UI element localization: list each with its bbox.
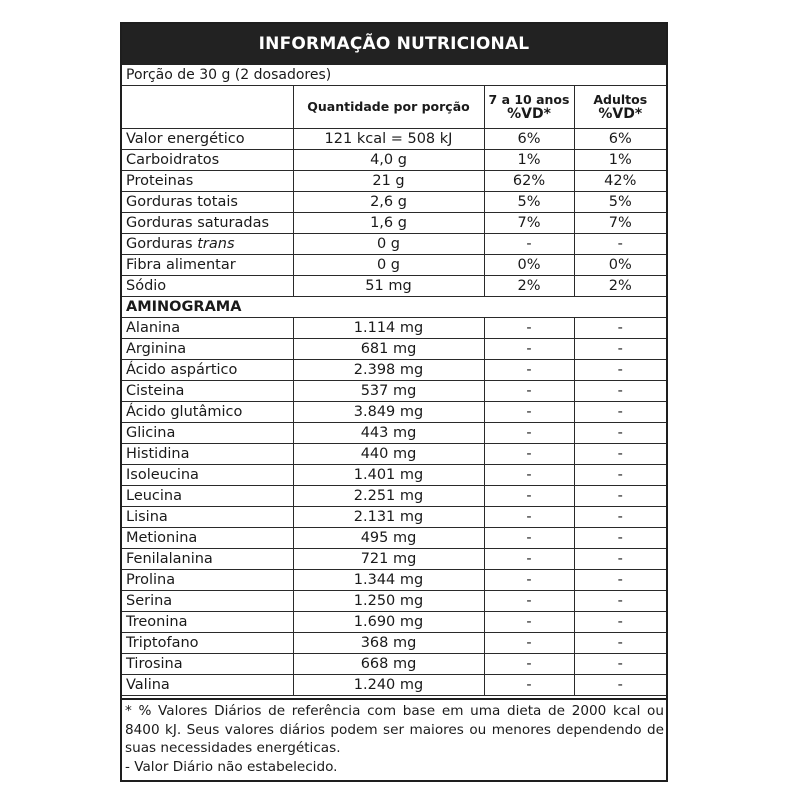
amino-acid-quantity: 440 mg: [293, 444, 484, 465]
nutrient-vd-adults: 5%: [574, 192, 666, 213]
amino-acid-vd-kids: -: [484, 402, 574, 423]
amino-acid-vd-kids: -: [484, 465, 574, 486]
nutrient-vd-kids: -: [484, 234, 574, 255]
table-row: [122, 171, 666, 192]
nutrient-vd-adults: 42%: [574, 171, 666, 192]
table-row: [122, 612, 666, 633]
amino-acid-name: Arginina: [122, 339, 293, 360]
table-row: [122, 318, 666, 339]
nutrient-name: Fibra alimentar: [122, 255, 293, 276]
nutrient-quantity: 51 mg: [293, 276, 484, 297]
amino-acid-name: Treonina: [122, 612, 293, 633]
nutrient-name: Proteinas: [122, 171, 293, 192]
table-row: [122, 255, 666, 276]
table-row: [122, 213, 666, 234]
table-row: [122, 276, 666, 297]
nutrient-quantity: 2,6 g: [293, 192, 484, 213]
nutrient-name: Gorduras saturadas: [122, 213, 293, 234]
nutrient-name: Carboidratos: [122, 150, 293, 171]
amino-acid-name: Cisteina: [122, 381, 293, 402]
nutrient-vd-kids: 5%: [484, 192, 574, 213]
amino-acid-quantity: 1.401 mg: [293, 465, 484, 486]
adults-label: Adultos: [593, 92, 648, 107]
amino-acid-quantity: 1.114 mg: [293, 318, 484, 339]
table-row: [122, 528, 666, 549]
amino-acid-vd-kids: -: [484, 612, 574, 633]
nutrient-quantity: 121 kcal = 508 kJ: [293, 129, 484, 150]
amino-acid-quantity: 537 mg: [293, 381, 484, 402]
amino-acid-quantity: 368 mg: [293, 633, 484, 654]
amino-acid-name: Prolina: [122, 570, 293, 591]
nutrient-name: Valor energético: [122, 129, 293, 150]
column-header-row: [122, 86, 666, 129]
table-row: [122, 675, 666, 696]
amino-acid-quantity: 1.240 mg: [293, 675, 484, 696]
nutrient-vd-kids: 62%: [484, 171, 574, 192]
nutrient-name: [122, 234, 293, 255]
amino-acid-vd-adults: -: [574, 486, 666, 507]
table-row: [122, 339, 666, 360]
amino-acid-quantity: 443 mg: [293, 423, 484, 444]
amino-acid-name: Metionina: [122, 528, 293, 549]
nutrient-vd-adults: 1%: [574, 150, 666, 171]
amino-acid-name: Histidina: [122, 444, 293, 465]
amino-acid-vd-kids: -: [484, 507, 574, 528]
amino-acid-vd-kids: -: [484, 339, 574, 360]
column-header-quantity: Quantidade por porção: [293, 86, 484, 129]
table-row: [122, 444, 666, 465]
kids-age-label: 7 a 10 anos: [488, 92, 570, 107]
adults-vd-label: %VD*: [598, 106, 643, 122]
table-row: [122, 192, 666, 213]
table-row: [122, 129, 666, 150]
table-row: [122, 402, 666, 423]
nutrition-table: [122, 86, 666, 696]
amino-acid-quantity: 721 mg: [293, 549, 484, 570]
amino-acid-quantity: 681 mg: [293, 339, 484, 360]
amino-acid-quantity: 495 mg: [293, 528, 484, 549]
amino-acid-vd-adults: -: [574, 444, 666, 465]
nutrient-name-italic: trans: [197, 235, 235, 252]
nutrient-name-text: Gorduras: [126, 235, 193, 252]
footnote-vd-not-established: - Valor Diário não estabelecido.: [125, 758, 338, 775]
nutrient-vd-adults: 6%: [574, 129, 666, 150]
portion-size: Porção de 30 g (2 dosadores): [122, 65, 666, 86]
amino-acid-vd-adults: -: [574, 549, 666, 570]
amino-acid-name: Ácido aspártico: [122, 360, 293, 381]
amino-acid-quantity: 2.398 mg: [293, 360, 484, 381]
table-row: [122, 381, 666, 402]
nutrient-name: Sódio: [122, 276, 293, 297]
nutrient-vd-adults: 2%: [574, 276, 666, 297]
amino-acid-vd-kids: -: [484, 591, 574, 612]
table-row: [122, 549, 666, 570]
column-header-kids: [484, 86, 574, 129]
nutrient-vd-adults: -: [574, 234, 666, 255]
amino-acid-name: Serina: [122, 591, 293, 612]
table-row: [122, 591, 666, 612]
amino-acid-vd-adults: -: [574, 423, 666, 444]
nutrient-quantity: 21 g: [293, 171, 484, 192]
amino-acid-vd-adults: -: [574, 654, 666, 675]
amino-acid-vd-adults: -: [574, 465, 666, 486]
amino-acid-vd-kids: -: [484, 423, 574, 444]
table-row: [122, 465, 666, 486]
aminogram-label: AMINOGRAMA: [122, 297, 666, 318]
amino-acid-vd-kids: -: [484, 654, 574, 675]
amino-acid-vd-adults: -: [574, 591, 666, 612]
amino-acid-vd-adults: -: [574, 381, 666, 402]
nutrient-quantity: 0 g: [293, 255, 484, 276]
nutrient-quantity: 4,0 g: [293, 150, 484, 171]
amino-acid-vd-adults: -: [574, 360, 666, 381]
table-row: [122, 423, 666, 444]
amino-acid-quantity: 1.250 mg: [293, 591, 484, 612]
nutrient-vd-adults: 7%: [574, 213, 666, 234]
amino-acid-vd-kids: -: [484, 381, 574, 402]
amino-acid-vd-adults: -: [574, 675, 666, 696]
table-row: [122, 234, 666, 255]
amino-acid-name: Triptofano: [122, 633, 293, 654]
amino-acid-vd-adults: -: [574, 402, 666, 423]
nutrient-name: Gorduras totais: [122, 192, 293, 213]
amino-acid-name: Isoleucina: [122, 465, 293, 486]
amino-acid-quantity: 668 mg: [293, 654, 484, 675]
table-row: [122, 570, 666, 591]
table-row: [122, 654, 666, 675]
kids-vd-label: %VD*: [507, 106, 551, 122]
table-row: [122, 150, 666, 171]
amino-acid-vd-kids: -: [484, 633, 574, 654]
amino-acid-vd-kids: -: [484, 360, 574, 381]
nutrition-facts-panel: [120, 22, 668, 782]
table-row: [122, 486, 666, 507]
nutrient-quantity: 1,6 g: [293, 213, 484, 234]
amino-acid-vd-adults: -: [574, 339, 666, 360]
amino-acid-vd-adults: -: [574, 612, 666, 633]
amino-acid-vd-adults: -: [574, 633, 666, 654]
amino-acid-vd-adults: -: [574, 318, 666, 339]
nutrient-vd-kids: 6%: [484, 129, 574, 150]
amino-acid-name: Valina: [122, 675, 293, 696]
amino-acid-vd-adults: -: [574, 507, 666, 528]
amino-acid-name: Tirosina: [122, 654, 293, 675]
aminogram-header-row: [122, 297, 666, 318]
amino-acid-vd-kids: -: [484, 444, 574, 465]
amino-acid-name: Glicina: [122, 423, 293, 444]
amino-acid-name: Ácido glutâmico: [122, 402, 293, 423]
amino-acid-name: Leucina: [122, 486, 293, 507]
nutrient-vd-kids: 0%: [484, 255, 574, 276]
amino-acid-vd-kids: -: [484, 570, 574, 591]
nutrient-vd-adults: 0%: [574, 255, 666, 276]
amino-acid-vd-adults: -: [574, 528, 666, 549]
amino-acid-quantity: 1.690 mg: [293, 612, 484, 633]
amino-acid-name: Lisina: [122, 507, 293, 528]
amino-acid-quantity: 2.131 mg: [293, 507, 484, 528]
nutrient-vd-kids: 1%: [484, 150, 574, 171]
column-header-nutrient: [122, 86, 293, 129]
table-row: [122, 633, 666, 654]
amino-acid-quantity: 1.344 mg: [293, 570, 484, 591]
amino-acid-vd-kids: -: [484, 528, 574, 549]
nutrition-title: INFORMAÇÃO NUTRICIONAL: [122, 24, 666, 65]
footnote: [120, 698, 668, 782]
nutrient-quantity: 0 g: [293, 234, 484, 255]
amino-acid-vd-kids: -: [484, 675, 574, 696]
amino-acid-vd-adults: -: [574, 570, 666, 591]
footnote-vd-reference: * % Valores Diários de referência com base em uma dieta de 2000 kcal ou 8400 kJ. Seus valores diários podem ser maiores ou menores dependendo de suas necessidades energéticas.: [125, 703, 664, 756]
amino-acid-vd-kids: -: [484, 549, 574, 570]
amino-acid-name: Alanina: [122, 318, 293, 339]
table-row: [122, 360, 666, 381]
nutrient-vd-kids: 2%: [484, 276, 574, 297]
table-row: [122, 507, 666, 528]
column-header-adults: [574, 86, 666, 129]
amino-acid-name: Fenilalanina: [122, 549, 293, 570]
amino-acid-vd-kids: -: [484, 318, 574, 339]
amino-acid-vd-kids: -: [484, 486, 574, 507]
amino-acid-quantity: 3.849 mg: [293, 402, 484, 423]
amino-acid-quantity: 2.251 mg: [293, 486, 484, 507]
nutrient-vd-kids: 7%: [484, 213, 574, 234]
